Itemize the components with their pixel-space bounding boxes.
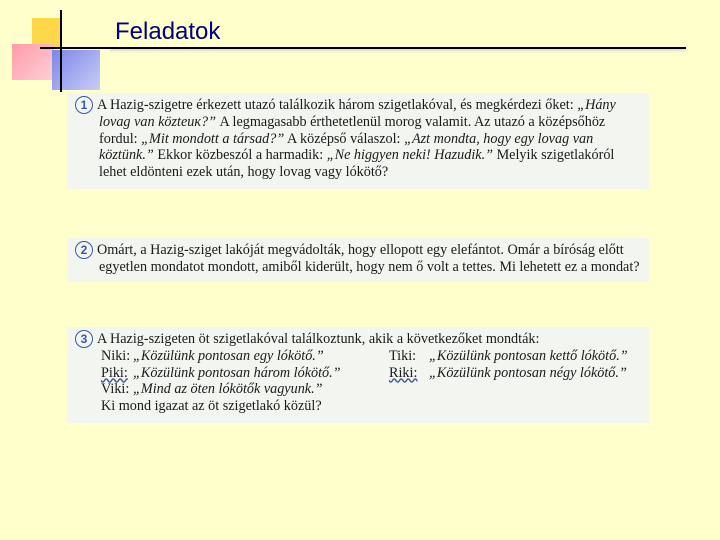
speaker-tiki: Tiki: — [389, 348, 417, 364]
task-1-line-1: 1 A Hazig-szigetre érkezett utazó találkozik három szigetlakóval, és megkérdezi őket: „Hány — [75, 96, 643, 114]
decor-vertical-line — [60, 10, 62, 92]
task-2-image — [67, 238, 649, 282]
task-3-number-badge: 3 — [75, 330, 93, 348]
quote-piki: „Közülünk pontosan három lókötő.” — [133, 364, 341, 381]
task-3-statements — [101, 348, 643, 398]
slide-title: Feladatok — [115, 18, 221, 45]
task-1-line-5: lehet eldönteni ezek után, hogy lovag vagy lókötő? — [99, 163, 389, 180]
decor-pink-square — [12, 44, 54, 80]
task-1-number-badge: 1 — [75, 96, 93, 114]
task-2-number-badge: 2 — [75, 241, 93, 259]
task-1-line-3: fordul: „Mit mondott a társad?” A középső válaszol: „Azt mondta, hogy egy lovag van — [99, 130, 594, 147]
task-1-line-2: lovag van közteик?” A legmagasabb érthetetlenül morog valamit. Az utazó a középsőhöz — [99, 114, 606, 130]
task-3-image — [67, 327, 649, 423]
speaker-niki: Niki: — [101, 348, 131, 364]
task-2-line-2: egyetlen mondatot mondott, amiből kiderült, hogy nem ő volt a tettes. Mi lehetett ez a mondat? — [99, 259, 640, 275]
task-3-question: Ki mond igazat az öt szigetlakó közül? — [101, 397, 322, 414]
quote-tiki: „Közülünk pontosan kettő lókötő.” — [429, 348, 628, 364]
task-1-line-4: köztünk.” Ekkor közbeszól a harmadik: „Ne higgyen neki! Hazudik.” Melyik szigetlakóról — [99, 147, 615, 163]
speaker-riki: Riki: — [389, 364, 418, 381]
quote-niki: „Közülünk pontosan egy lókötő.” — [133, 348, 324, 364]
speaker-piki: Piki: — [101, 364, 128, 381]
task-1-image — [67, 93, 649, 189]
quote-viki: „Mind az öten lókötők vagyunk.” — [133, 381, 323, 397]
task-2-line-1: 2 Omárt, a Hazig-sziget lakóját megvádolták, hogy ellopott egy elefántot. Omár a bíróság előtt — [75, 241, 643, 259]
quote-riki: „Közülünk pontosan négy lókötő.” — [429, 364, 627, 381]
speaker-viki: Viki: — [101, 381, 130, 397]
title-underline-shadow — [110, 49, 686, 53]
task-3-intro: 3 A Hazig-szigeten öt szigetlakóval találkoztunk, akik a következőket mondták: — [75, 330, 643, 348]
